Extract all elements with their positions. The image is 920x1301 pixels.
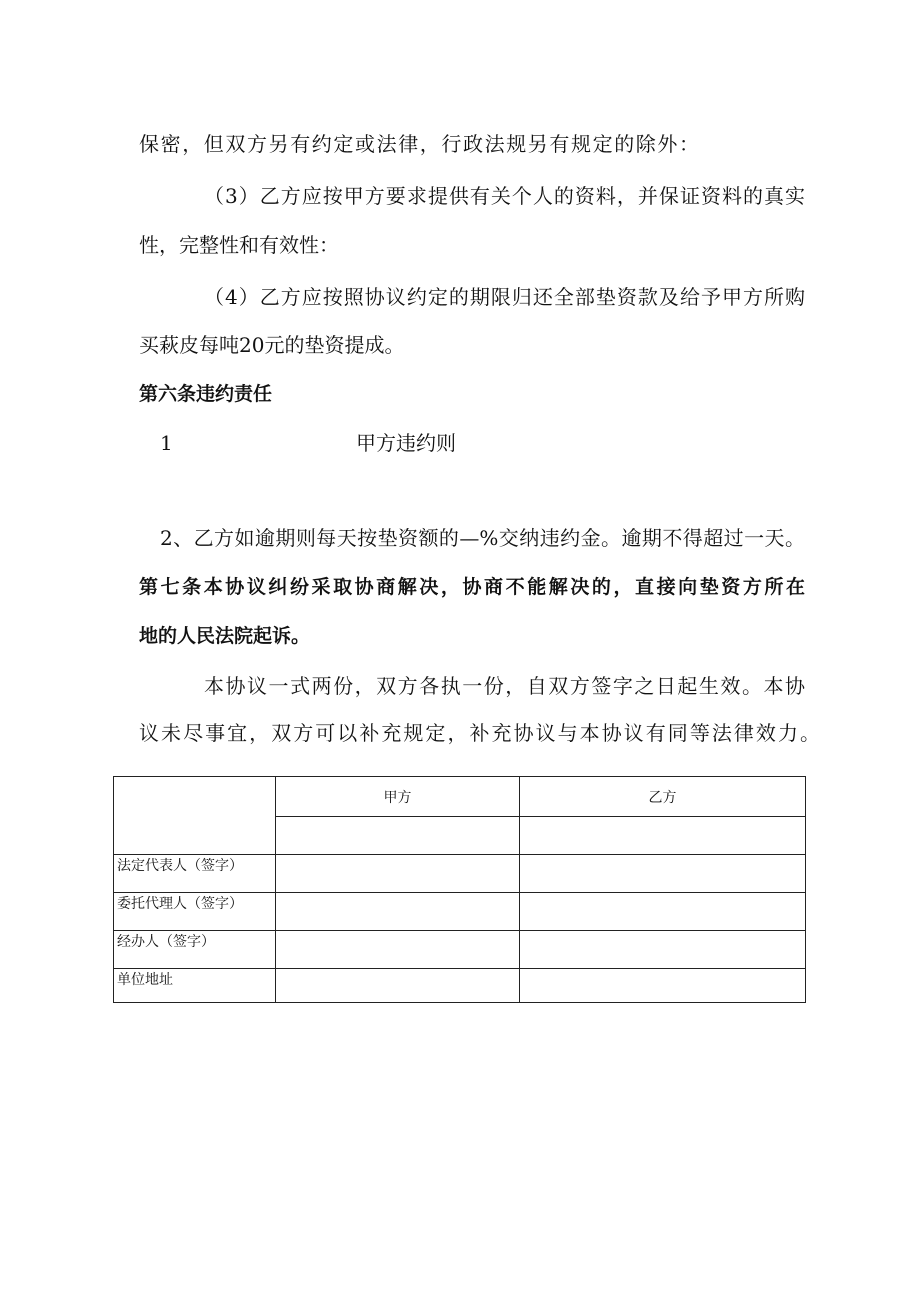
clause-5-continuation (139, 132, 699, 156)
table-row (114, 969, 806, 1003)
closing-text-2: 议未尽事宜，双方可以补充规定，补充协议与本协议有同等法律效力。 (139, 721, 820, 745)
clause-5-item-3-text-1: （3）乙方应按甲方要求提供有关个人的资料，并保证资料的真实 (204, 184, 805, 208)
party-a-address-cell[interactable] (276, 969, 520, 1003)
party-b-address-cell[interactable] (520, 969, 806, 1003)
party-b-name-cell[interactable] (520, 817, 806, 855)
clause-6-item-1-number: 1 (160, 431, 173, 455)
party-b-agent-cell[interactable] (520, 893, 806, 931)
clause-7-line-1 (139, 575, 805, 599)
clause-6-title: 第六条违约责任 (139, 383, 273, 405)
table-row (114, 893, 806, 931)
clause-5-item-4-line-1 (204, 285, 805, 309)
clause-6-item-1-text: 甲方违约则 (356, 431, 456, 455)
row-label-legal-rep: 法定代表人（签字） (114, 855, 276, 893)
table-row (114, 855, 806, 893)
party-a-name-cell[interactable] (276, 817, 520, 855)
clause-5-continuation-text: 保密，但双方另有约定或法律，行政法规另有规定的除外： (139, 132, 699, 156)
row-label-handler: 经办人（签字） (114, 931, 276, 969)
closing-line-2 (139, 721, 820, 745)
row-label-agent: 委托代理人（签字） (114, 893, 276, 931)
party-b-handler-cell[interactable] (520, 931, 806, 969)
clause-5-item-3-line-2: 性，完整性和有效性： (139, 233, 339, 257)
signature-table (113, 776, 806, 1003)
closing-line-1 (204, 674, 805, 698)
closing-text-1: 本协议一式两份，双方各执一份，自双方签字之日起生效。本协 (204, 674, 805, 698)
clause-7-text-1: 第七条本协议纠纷采取协商解决，协商不能解决的，直接向垫资方所在 (139, 576, 805, 598)
clause-6-item-2-text: 2、乙方如逾期则每天按垫资额的—%交纳违约金。逾期不得超过一天。 (160, 526, 805, 550)
party-b-legal-rep-cell[interactable] (520, 855, 806, 893)
party-a-handler-cell[interactable] (276, 931, 520, 969)
header-party-b: 乙方 (520, 777, 806, 817)
clause-7-line-2: 地的人民法院起诉。 (139, 625, 311, 647)
table-header-row (114, 777, 806, 817)
clause-5-item-4-line-2: 买萩皮每吨20元的垫资提成。 (139, 333, 405, 357)
table-row (114, 931, 806, 969)
party-a-agent-cell[interactable] (276, 893, 520, 931)
clause-6-item-2 (160, 526, 805, 550)
header-party-a: 甲方 (276, 777, 520, 817)
clause-5-item-3-line-1 (204, 184, 805, 208)
party-a-legal-rep-cell[interactable] (276, 855, 520, 893)
row-label-address: 单位地址 (114, 969, 276, 1003)
table-corner-cell (114, 777, 276, 855)
clause-5-item-4-text-1: （4）乙方应按照协议约定的期限归还全部垫资款及给予甲方所购 (204, 285, 805, 309)
